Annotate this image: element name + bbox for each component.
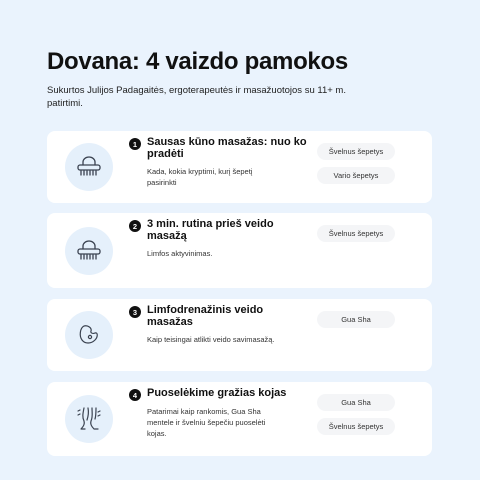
gua-sha-stone-icon <box>65 311 113 359</box>
lesson-number: 1 <box>129 138 141 150</box>
tag-pill: Gua Sha <box>317 394 395 411</box>
legs-icon <box>65 395 113 443</box>
lesson-description: Kaip teisingai atlikti veido savimasažą. <box>147 335 275 344</box>
lesson-card-3[interactable] <box>47 299 432 371</box>
brush-icon <box>65 227 113 275</box>
lesson-title: Sausas kūno masažas: nuo ko pradėti <box>147 136 307 160</box>
tag-pill: Švelnus šepetys <box>317 225 395 242</box>
lesson-title: 3 min. rutina prieš veido masažą <box>147 218 274 242</box>
lesson-description: Kada, kokia kryptimi, kurį šepetį pasirinkti <box>147 167 253 187</box>
lesson-number: 3 <box>129 306 141 318</box>
lesson-title: Puoselėkime gražias kojas <box>147 387 287 399</box>
page-subtitle: Sukurtos Julijos Padagaitės, ergoterapeutės ir masažuotojos su 11+ m. patirtimi. <box>47 85 346 109</box>
lesson-number: 2 <box>129 220 141 232</box>
lesson-card-1[interactable] <box>47 131 432 203</box>
tag-pill: Švelnus šepetys <box>317 143 395 160</box>
lesson-card-4[interactable] <box>47 382 432 456</box>
lesson-title: Limfodrenažinis veido masažas <box>147 304 264 328</box>
lesson-description: Limfos aktyvinimas. <box>147 249 213 258</box>
tag-pill: Vario šepetys <box>317 167 395 184</box>
lesson-number: 4 <box>129 389 141 401</box>
tag-pill: Gua Sha <box>317 311 395 328</box>
page-title: Dovana: 4 vaizdo pamokos <box>47 48 348 75</box>
brush-icon <box>65 143 113 191</box>
lesson-description: Patarimai kaip rankomis, Gua Sha mentele ir švelniu šepečiu puoselėti kojas. <box>147 407 266 438</box>
tag-pill: Švelnus šepetys <box>317 418 395 435</box>
lesson-card-2[interactable] <box>47 213 432 288</box>
